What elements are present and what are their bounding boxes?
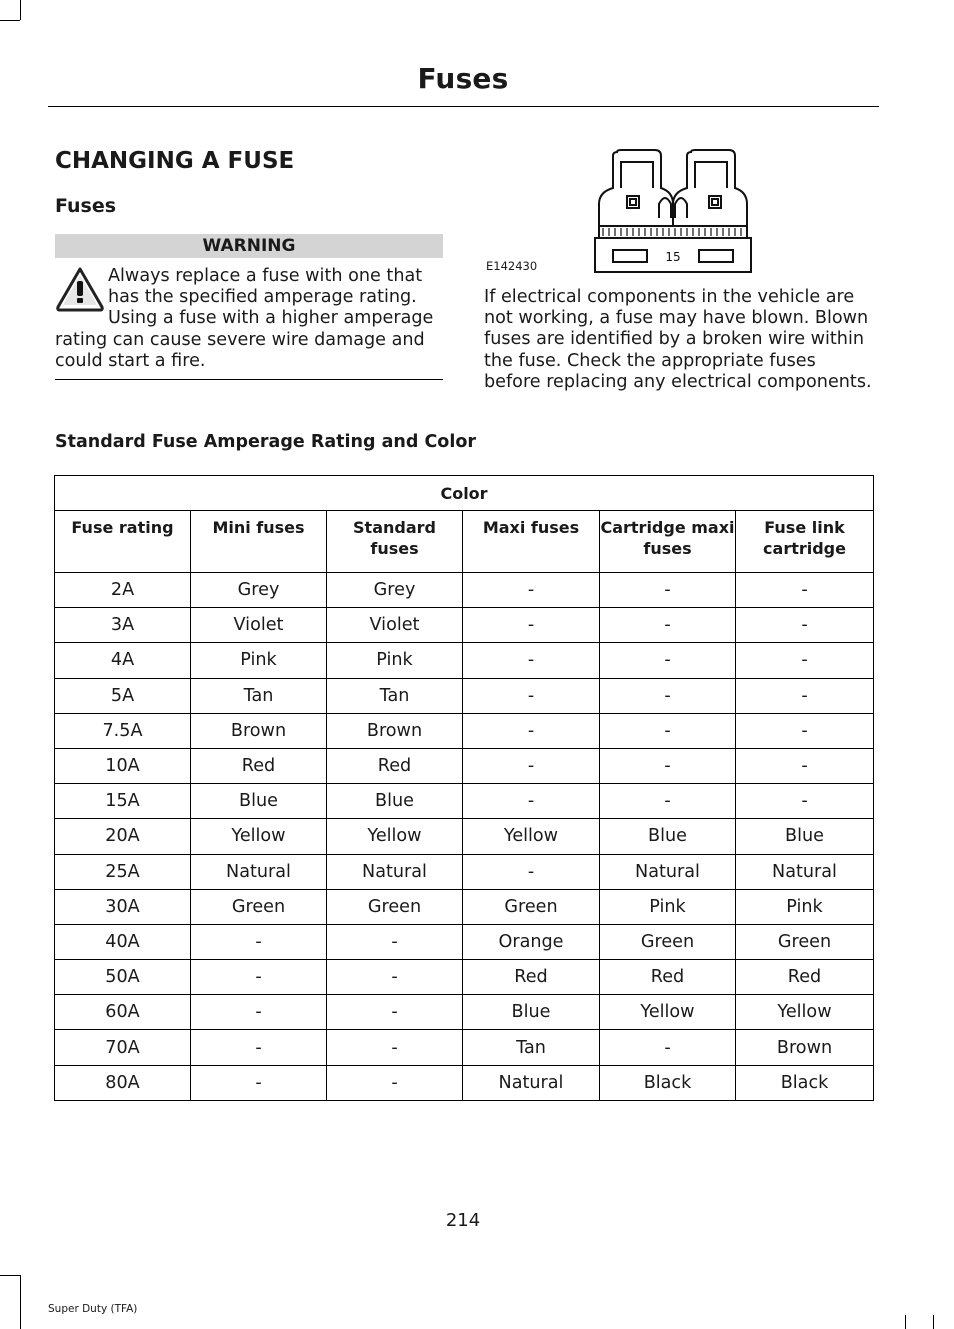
column-header: Standard fuses: [327, 511, 463, 573]
table-row: [55, 960, 874, 995]
table-row: [55, 608, 874, 643]
table-cell: -: [463, 643, 600, 678]
table-cell: -: [327, 924, 463, 959]
table-cell: Red: [327, 748, 463, 783]
table-cell: 15A: [55, 784, 191, 819]
table-body: [55, 573, 874, 1101]
table-cell: 50A: [55, 960, 191, 995]
table-cell: 25A: [55, 854, 191, 889]
crop-mark: [20, 0, 21, 20]
table-cell: -: [327, 995, 463, 1030]
table-cell: -: [736, 643, 874, 678]
column-header: Cartridge maxi fuses: [600, 511, 736, 573]
column-header: Maxi fuses: [463, 511, 600, 573]
table-cell: -: [463, 713, 600, 748]
table-cell: Green: [736, 924, 874, 959]
table-cell: -: [600, 643, 736, 678]
color-group-header: Color: [55, 476, 874, 511]
table-cell: -: [736, 784, 874, 819]
table-cell: Pink: [327, 643, 463, 678]
table-cell: Yellow: [191, 819, 327, 854]
fuse-rating-label: 15: [665, 250, 681, 264]
table-cell: Yellow: [600, 995, 736, 1030]
table-cell: -: [736, 713, 874, 748]
table-cell: -: [736, 748, 874, 783]
table-cell: Brown: [191, 713, 327, 748]
warning-label: WARNING: [55, 234, 443, 258]
table-cell: Red: [191, 748, 327, 783]
table-cell: Yellow: [463, 819, 600, 854]
warning-divider: [55, 379, 443, 380]
warning-text: [55, 266, 445, 372]
table-row: [55, 1030, 874, 1065]
table-cell: Red: [600, 960, 736, 995]
table-cell: -: [191, 995, 327, 1030]
table-cell: -: [600, 608, 736, 643]
page-number: 214: [445, 1210, 481, 1231]
table-cell: Black: [736, 1065, 874, 1100]
table-row: [55, 748, 874, 783]
table-row: [55, 643, 874, 678]
table-cell: Green: [463, 889, 600, 924]
table-row: [55, 784, 874, 819]
table-cell: Green: [327, 889, 463, 924]
table-cell: 3A: [55, 608, 191, 643]
table-cell: Violet: [191, 608, 327, 643]
table-cell: -: [327, 960, 463, 995]
table-cell: -: [600, 784, 736, 819]
table-row: [55, 819, 874, 854]
table-cell: -: [463, 678, 600, 713]
warning-text-content: Always replace a fuse with one that has the specified amperage rating. Using a fuse with a higher amperage rating can cause severe wire damage and could start a fire.: [55, 266, 434, 371]
table-cell: Violet: [327, 608, 463, 643]
table-row: [55, 573, 874, 608]
table-cell: Grey: [327, 573, 463, 608]
table-cell: -: [600, 713, 736, 748]
column-header: Fuse link cartridge: [736, 511, 874, 573]
fuse-table: [54, 475, 874, 1101]
table-row: [55, 1065, 874, 1100]
fuse-illustration: [555, 148, 875, 276]
table-row: [55, 678, 874, 713]
table-cell: Natural: [736, 854, 874, 889]
crop-mark: [0, 20, 20, 21]
table-cell: 40A: [55, 924, 191, 959]
table-cell: Tan: [327, 678, 463, 713]
table-cell: 80A: [55, 1065, 191, 1100]
table-cell: Pink: [191, 643, 327, 678]
table-row: [55, 889, 874, 924]
table-cell: Natural: [463, 1065, 600, 1100]
column-header: Fuse rating: [55, 511, 191, 573]
table-cell: Pink: [736, 889, 874, 924]
table-cell: Red: [736, 960, 874, 995]
table-cell: 10A: [55, 748, 191, 783]
table-caption: Standard Fuse Amperage Rating and Color: [55, 432, 476, 452]
crop-mark: [933, 1315, 934, 1329]
table-cell: Yellow: [736, 995, 874, 1030]
table-cell: 5A: [55, 678, 191, 713]
table-cell: Yellow: [327, 819, 463, 854]
table-cell: 30A: [55, 889, 191, 924]
table-cell: -: [191, 1030, 327, 1065]
column-header: Mini fuses: [191, 511, 327, 573]
title-divider: [48, 106, 879, 107]
table-cell: -: [463, 608, 600, 643]
table-cell: -: [327, 1065, 463, 1100]
table-cell: -: [600, 748, 736, 783]
table-cell: -: [600, 1030, 736, 1065]
body-paragraph: If electrical components in the vehicle are not working, a fuse may have blown. Blown fuses are identified by a broken wire within the fuse. Check the appropriate fuses before replacing any electrical components.: [484, 287, 872, 392]
table-cell: 20A: [55, 819, 191, 854]
footer-document-name: Super Duty (TFA): [48, 1303, 138, 1315]
table-cell: Red: [463, 960, 600, 995]
table-cell: Natural: [600, 854, 736, 889]
table-cell: 4A: [55, 643, 191, 678]
table-cell: -: [191, 924, 327, 959]
table-cell: Black: [600, 1065, 736, 1100]
section-heading: CHANGING A FUSE: [55, 148, 295, 174]
table-cell: Blue: [327, 784, 463, 819]
table-cell: -: [600, 573, 736, 608]
table-cell: Green: [600, 924, 736, 959]
table-cell: Natural: [191, 854, 327, 889]
table-row: [55, 854, 874, 889]
table-cell: Orange: [463, 924, 600, 959]
table-row: [55, 713, 874, 748]
table-cell: -: [600, 678, 736, 713]
table-cell: Brown: [327, 713, 463, 748]
table-cell: 60A: [55, 995, 191, 1030]
section-subheading: Fuses: [55, 195, 117, 217]
table-cell: Blue: [463, 995, 600, 1030]
table-cell: Green: [191, 889, 327, 924]
table-cell: Blue: [600, 819, 736, 854]
table-cell: -: [736, 573, 874, 608]
table-row: [55, 924, 874, 959]
crop-mark: [905, 1315, 906, 1329]
table-cell: -: [191, 960, 327, 995]
table-cell: Natural: [327, 854, 463, 889]
crop-mark: [0, 1275, 20, 1276]
table-cell: Blue: [191, 784, 327, 819]
table-cell: 2A: [55, 573, 191, 608]
table-cell: -: [327, 1030, 463, 1065]
table-cell: -: [463, 748, 600, 783]
table-cell: Tan: [463, 1030, 600, 1065]
figure-id: E142430: [486, 259, 538, 273]
table-cell: Blue: [736, 819, 874, 854]
table-cell: -: [463, 854, 600, 889]
table-cell: -: [463, 573, 600, 608]
table-cell: 70A: [55, 1030, 191, 1065]
table-cell: -: [191, 1065, 327, 1100]
table-cell: -: [463, 784, 600, 819]
table-cell: -: [736, 608, 874, 643]
table-cell: -: [736, 678, 874, 713]
table-cell: Brown: [736, 1030, 874, 1065]
table-cell: Tan: [191, 678, 327, 713]
page-title: Fuses: [417, 62, 509, 95]
table-cell: Grey: [191, 573, 327, 608]
table-row: [55, 995, 874, 1030]
table-cell: Pink: [600, 889, 736, 924]
table-cell: 7.5A: [55, 713, 191, 748]
crop-mark: [20, 1275, 21, 1329]
